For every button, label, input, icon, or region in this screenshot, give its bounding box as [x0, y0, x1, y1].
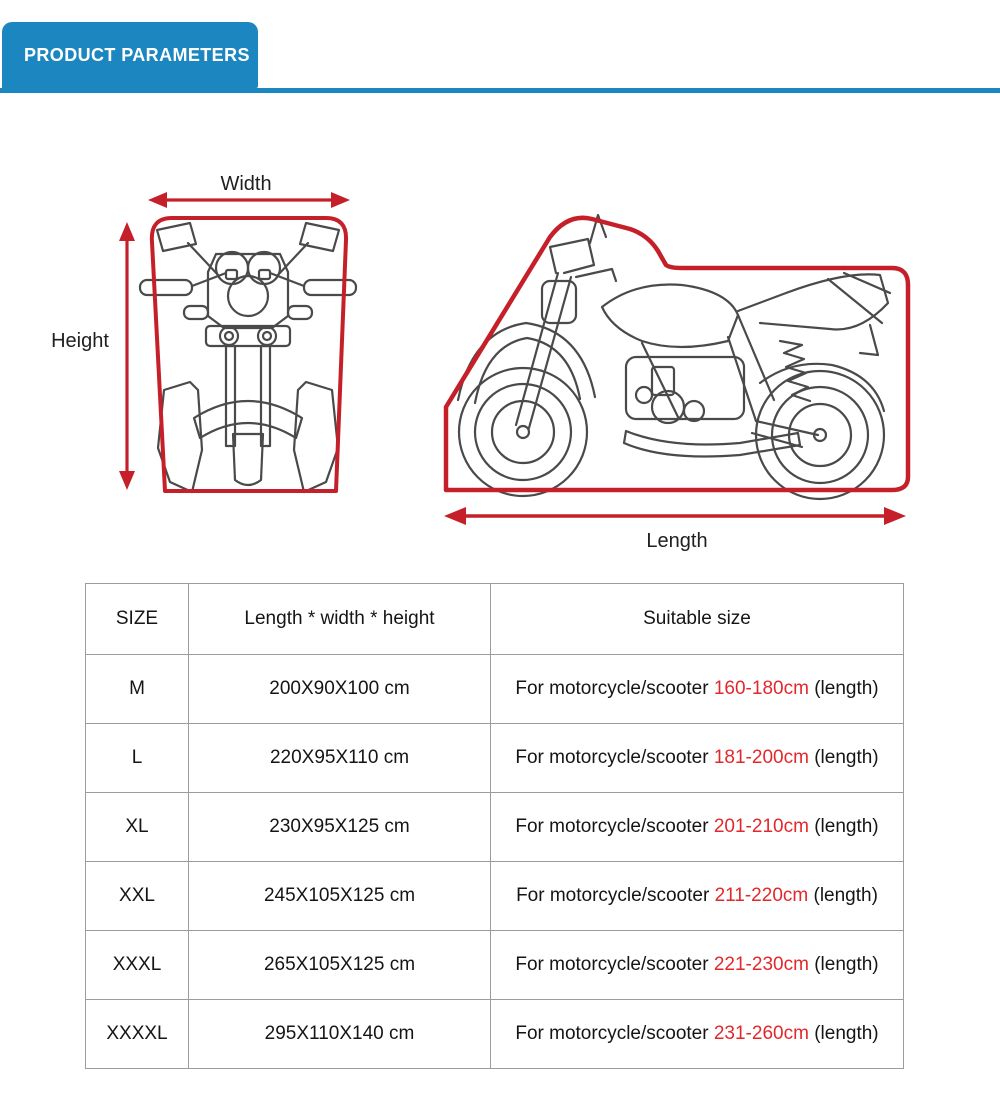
suitable-prefix: For motorcycle/scooter: [516, 885, 715, 906]
height-arrow: [119, 222, 135, 490]
suitable-range: 221-230cm: [713, 954, 809, 975]
suitable-size-cell: [491, 655, 904, 724]
suitable-range: 231-260cm: [713, 1023, 809, 1044]
height-label: Height: [51, 330, 109, 352]
suitable-range: 201-210cm: [713, 816, 809, 837]
suitable-prefix: For motorcycle/scooter: [515, 1023, 714, 1044]
table-row: [86, 793, 904, 862]
width-label: Width: [220, 173, 272, 195]
suitable-suffix: (length): [808, 954, 879, 975]
suitable-size-cell: [491, 793, 904, 862]
size-cell: XL: [86, 793, 189, 862]
dimensions-cell: 295X110X140 cm: [189, 1000, 491, 1069]
table-row: [86, 1000, 904, 1069]
suitable-size-cell: [491, 862, 904, 931]
product-parameters-badge: [2, 22, 258, 88]
table-row: [86, 931, 904, 1000]
dimensions-cell: 230X95X125 cm: [189, 793, 491, 862]
size-cell: XXL: [86, 862, 189, 931]
suitable-range: 181-200cm: [713, 747, 809, 768]
suitable-range: 160-180cm: [713, 678, 809, 699]
length-arrow: [444, 507, 906, 525]
section-title: PRODUCT PARAMETERS: [24, 44, 250, 65]
size-table: [85, 583, 904, 1069]
size-cell: L: [86, 724, 189, 793]
table-row: [86, 724, 904, 793]
column-header-size: SIZE: [86, 584, 189, 655]
dimensions-cell: 220X95X110 cm: [189, 724, 491, 793]
suitable-suffix: (length): [808, 816, 879, 837]
front-view-diagram: [40, 150, 370, 570]
length-label: Length: [646, 530, 708, 552]
dimensions-cell: 265X105X125 cm: [189, 931, 491, 1000]
suitable-suffix: (length): [808, 1023, 879, 1044]
suitable-suffix: (length): [808, 885, 878, 906]
table-row: [86, 862, 904, 931]
size-cell: M: [86, 655, 189, 724]
suitable-prefix: For motorcycle/scooter: [515, 816, 714, 837]
suitable-prefix: For motorcycle/scooter: [515, 954, 714, 975]
dimensions-cell: 245X105X125 cm: [189, 862, 491, 931]
suitable-size-cell: [491, 724, 904, 793]
suitable-size-cell: [491, 931, 904, 1000]
suitable-prefix: For motorcycle/scooter: [515, 747, 714, 768]
table-header-row: [86, 584, 904, 655]
suitable-size-cell: [491, 1000, 904, 1069]
side-motorcycle-drawing: [458, 215, 890, 499]
suitable-prefix: For motorcycle/scooter: [515, 678, 714, 699]
suitable-suffix: (length): [808, 678, 879, 699]
suitable-suffix: (length): [808, 747, 879, 768]
suitable-range: 211-220cm: [714, 885, 809, 906]
column-header-dimensions: Length * width * height: [189, 584, 491, 655]
header-accent-line: [0, 88, 1000, 93]
column-header-suitable: Suitable size: [491, 584, 904, 655]
side-view-diagram: [430, 185, 930, 575]
front-motorcycle-drawing: [140, 223, 356, 492]
size-cell: XXXL: [86, 931, 189, 1000]
cover-outline-front: [152, 218, 346, 491]
dimensions-cell: 200X90X100 cm: [189, 655, 491, 724]
table-row: [86, 655, 904, 724]
cover-outline-side: [446, 218, 908, 490]
size-cell: XXXXL: [86, 1000, 189, 1069]
